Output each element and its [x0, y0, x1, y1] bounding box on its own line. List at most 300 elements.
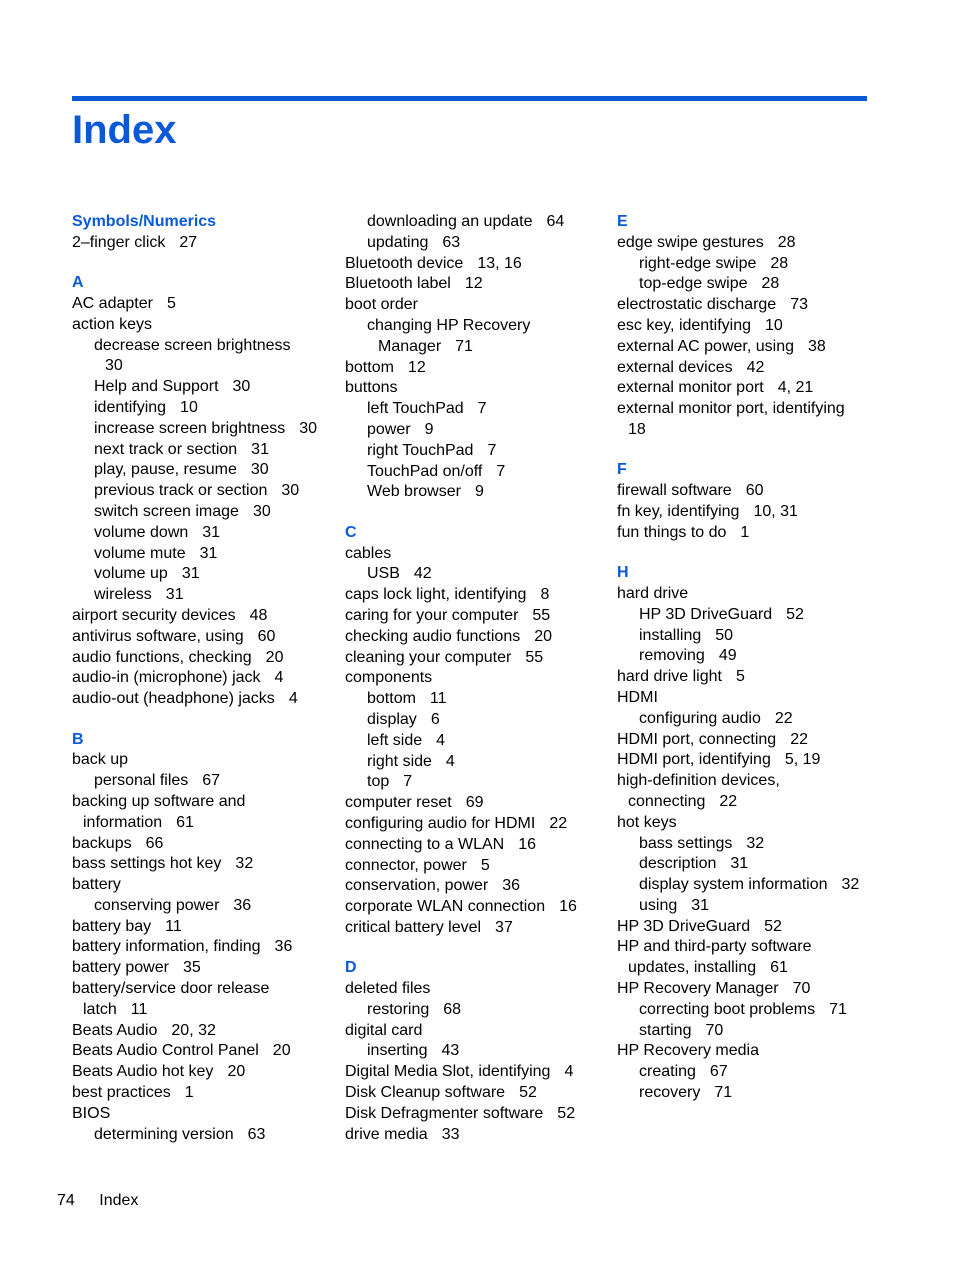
index-page-ref: 36 — [274, 938, 293, 956]
index-page-ref: 52 — [557, 1104, 576, 1122]
index-page-ref: 36 — [502, 877, 520, 895]
index-term: creating — [639, 1063, 696, 1081]
index-page-ref: 22 — [719, 792, 738, 810]
index-entry — [345, 378, 613, 399]
index-entry — [72, 1000, 340, 1021]
index-column-3 — [617, 212, 867, 1104]
index-page-ref: 5, 19 — [784, 751, 821, 769]
index-letter-heading: A — [72, 274, 84, 292]
index-term: Help and Support — [94, 378, 219, 396]
index-page-ref: 5 — [735, 668, 745, 686]
index-entry — [617, 1041, 867, 1062]
index-term: BIOS — [72, 1104, 111, 1122]
index-entry — [345, 1104, 613, 1125]
index-term: changing HP Recovery — [367, 316, 531, 334]
index-entry — [617, 917, 867, 938]
index-subentry — [72, 336, 340, 357]
index-term: audio-out (headphone) jacks — [72, 690, 275, 708]
index-entry — [72, 627, 340, 648]
index-page-ref: 7 — [496, 462, 506, 480]
index-subentry — [345, 337, 613, 358]
index-term: top-edge swipe — [639, 275, 748, 293]
index-page-ref: 70 — [705, 1021, 724, 1039]
title-rule — [72, 96, 867, 101]
index-term: top — [367, 773, 390, 791]
index-subentry — [72, 502, 340, 523]
index-entry — [72, 750, 340, 771]
index-page-ref: 61 — [176, 813, 194, 831]
index-entry — [345, 897, 613, 918]
index-page-ref: 12 — [407, 358, 426, 376]
index-page-ref: 11 — [130, 1000, 148, 1018]
section-gap — [72, 254, 340, 274]
index-page-ref: 31 — [251, 440, 269, 458]
index-subentry — [345, 399, 613, 420]
index-term: HDMI port, identifying — [617, 751, 771, 769]
index-term: volume mute — [94, 544, 186, 562]
index-term: updates, installing — [628, 959, 757, 977]
index-page-ref: 60 — [745, 482, 764, 500]
index-term: left side — [367, 731, 423, 749]
index-page-ref: 63 — [247, 1125, 266, 1143]
index-term: inserting — [367, 1042, 428, 1060]
index-term: determining version — [94, 1125, 234, 1143]
index-term: fn key, identifying — [617, 502, 740, 520]
index-term: cables — [345, 544, 392, 562]
index-term: personal files — [94, 772, 189, 790]
index-term: battery — [72, 876, 121, 894]
index-term: play, pause, resume — [94, 461, 237, 479]
index-page-ref: 63 — [442, 233, 461, 251]
index-subentry — [72, 544, 340, 565]
index-column-1 — [72, 212, 340, 1145]
index-term: increase screen brightness — [94, 419, 286, 437]
index-term: wireless — [94, 586, 152, 604]
index-entry — [72, 233, 340, 254]
index-subentry — [617, 834, 867, 855]
index-page-ref: 71 — [455, 337, 473, 355]
index-term: battery bay — [72, 917, 152, 935]
index-subentry — [72, 398, 340, 419]
index-page-ref: 60 — [257, 627, 276, 645]
index-page-ref: 27 — [179, 233, 198, 251]
index-page-ref: 55 — [525, 648, 544, 666]
index-term: HP Recovery Manager — [617, 980, 779, 998]
index-page-ref: 10 — [180, 398, 198, 416]
index-entry — [345, 254, 613, 275]
index-subentry — [72, 523, 340, 544]
index-page-ref: 22 — [774, 709, 793, 727]
index-entry — [617, 958, 867, 979]
index-page-ref: 42 — [413, 565, 432, 583]
index-page-ref: 31 — [165, 586, 184, 604]
index-entry — [72, 689, 340, 710]
index-entry — [617, 771, 867, 792]
index-term: 2–finger click — [72, 233, 166, 251]
index-subentry — [617, 1062, 867, 1083]
index-page-ref: 10 — [765, 316, 783, 334]
index-term: external devices — [617, 358, 733, 376]
index-entry — [617, 813, 867, 834]
index-term: bass settings hot key — [72, 855, 222, 873]
index-page-ref: 7 — [487, 441, 497, 459]
index-entry — [72, 813, 340, 834]
index-page-ref: 33 — [441, 1125, 460, 1143]
index-term: Bluetooth label — [345, 275, 451, 293]
index-term: conservation, power — [345, 877, 489, 895]
index-page-ref: 20 — [272, 1042, 291, 1060]
page-number: 74 — [57, 1192, 75, 1209]
index-entry — [72, 606, 340, 627]
index-entry — [617, 337, 867, 358]
index-page-ref: 30 — [281, 482, 300, 500]
index-term: latch — [83, 1000, 117, 1018]
index-term: updating — [367, 233, 429, 251]
index-entry — [345, 1062, 613, 1083]
index-subentry — [345, 420, 613, 441]
index-page-ref: 67 — [202, 772, 221, 790]
index-term: action keys — [72, 315, 153, 333]
index-term: Beats Audio — [72, 1021, 158, 1039]
index-subentry — [345, 212, 613, 233]
index-entry — [72, 917, 340, 938]
index-page-ref: 32 — [746, 834, 765, 852]
index-term: backing up software and — [72, 792, 246, 810]
index-page-ref: 20 — [265, 648, 284, 666]
index-entry — [345, 358, 613, 379]
index-term: fun things to do — [617, 523, 727, 541]
index-subentry — [345, 482, 613, 503]
index-entry — [72, 648, 340, 669]
index-page-ref: 36 — [233, 896, 252, 914]
index-term: removing — [639, 647, 705, 665]
index-entry — [617, 792, 867, 813]
index-letter-heading: Symbols/Numerics — [72, 213, 217, 230]
index-term: configuring audio for HDMI — [345, 814, 536, 832]
index-subentry — [72, 356, 340, 377]
index-page-ref: 4, 21 — [777, 379, 814, 397]
index-page-ref: 9 — [474, 483, 484, 501]
index-page-ref: 6 — [430, 710, 440, 728]
index-page-ref: 66 — [145, 834, 164, 852]
index-entry — [617, 481, 867, 502]
index-entry — [345, 918, 613, 939]
index-subentry — [345, 564, 613, 585]
index-entry — [345, 648, 613, 669]
index-term: connecting to a WLAN — [345, 835, 505, 853]
index-page-ref: 31 — [181, 565, 200, 583]
index-subentry — [72, 896, 340, 917]
index-term: external monitor port, identifying — [617, 400, 845, 418]
index-page-ref: 68 — [443, 1000, 462, 1018]
index-page-ref: 31 — [730, 855, 749, 873]
index-page-ref: 5 — [480, 856, 490, 874]
index-term: battery power — [72, 959, 169, 977]
index-subentry — [345, 731, 613, 752]
index-page-ref: 30 — [299, 419, 318, 437]
index-subentry — [617, 254, 867, 275]
index-term: HDMI — [617, 688, 658, 706]
index-term: checking audio functions — [345, 627, 521, 645]
index-entry — [345, 876, 613, 897]
index-term: switch screen image — [94, 502, 239, 520]
index-term: 30 — [105, 357, 123, 375]
index-entry — [72, 1041, 340, 1062]
index-page-ref: 9 — [424, 420, 434, 438]
index-subentry — [345, 752, 613, 773]
index-term: Beats Audio Control Panel — [72, 1042, 259, 1060]
index-term: volume down — [94, 523, 189, 541]
index-subentry — [72, 377, 340, 398]
index-term: configuring audio — [639, 709, 761, 727]
index-entry — [345, 1083, 613, 1104]
index-entry — [72, 854, 340, 875]
index-subentry — [72, 564, 340, 585]
index-page-ref: 16 — [518, 835, 536, 853]
index-page-ref: 22 — [790, 730, 808, 748]
index-term: computer reset — [345, 794, 452, 812]
index-term: hard drive light — [617, 668, 722, 686]
index-term: downloading an update — [367, 213, 533, 230]
index-term: Bluetooth device — [345, 254, 464, 272]
index-term: decrease screen brightness — [94, 336, 291, 354]
index-subentry — [72, 419, 340, 440]
index-page-ref: 4 — [274, 669, 284, 687]
index-entry — [617, 667, 867, 688]
index-entry — [345, 1021, 613, 1042]
index-subentry — [72, 1125, 340, 1146]
index-term: battery information, finding — [72, 938, 261, 956]
index-subentry — [72, 460, 340, 481]
index-entry — [72, 979, 340, 1000]
index-entry — [617, 378, 867, 399]
index-term: recovery — [639, 1084, 701, 1102]
index-entry — [72, 958, 340, 979]
index-page-ref: 1 — [740, 523, 750, 541]
index-term: firewall software — [617, 482, 732, 500]
index-subentry — [345, 316, 613, 337]
index-page-ref: 7 — [403, 773, 413, 791]
index-page-ref: 43 — [441, 1042, 460, 1060]
index-term: back up — [72, 751, 129, 769]
index-subentry — [72, 585, 340, 606]
index-page-ref: 42 — [746, 358, 765, 376]
index-term: HP and third-party software — [617, 938, 812, 956]
index-letter-heading: F — [617, 461, 627, 479]
index-term: previous track or section — [94, 482, 268, 500]
index-entry — [617, 502, 867, 523]
index-entry — [345, 1125, 613, 1146]
index-subentry — [617, 1021, 867, 1042]
index-entry — [345, 274, 613, 295]
index-term: bottom — [345, 358, 394, 376]
section-gap — [617, 441, 867, 461]
index-term: correcting boot problems — [639, 1000, 816, 1018]
index-subentry — [345, 710, 613, 731]
index-page-ref: 52 — [519, 1084, 537, 1102]
index-term: hot keys — [617, 813, 677, 831]
index-entry — [72, 294, 340, 315]
index-entry — [617, 688, 867, 709]
index-page-ref: 20, 32 — [171, 1021, 216, 1039]
index-entry — [72, 1104, 340, 1125]
index-subentry — [345, 689, 613, 710]
index-term: antivirus software, using — [72, 627, 244, 645]
index-page-ref: 64 — [546, 213, 565, 230]
index-page-ref: 28 — [761, 275, 780, 293]
index-entry — [617, 399, 867, 420]
index-page-ref: 11 — [165, 917, 182, 935]
index-page-ref: 48 — [249, 606, 268, 624]
index-page-ref: 55 — [532, 606, 551, 624]
index-page-ref: 7 — [477, 400, 487, 418]
index-entry — [617, 420, 867, 441]
index-page-ref: 4 — [288, 690, 298, 708]
index-letter-heading: B — [72, 730, 84, 748]
index-term: caring for your computer — [345, 606, 519, 624]
index-term: HP Recovery media — [617, 1042, 759, 1060]
index-page-ref: 70 — [792, 980, 811, 998]
index-entry — [72, 1083, 340, 1104]
index-page-ref: 22 — [549, 814, 568, 832]
index-subentry — [617, 896, 867, 917]
index-subentry — [617, 626, 867, 647]
index-term: left TouchPad — [367, 400, 464, 418]
index-term: bass settings — [639, 834, 733, 852]
index-subentry — [345, 441, 613, 462]
index-page-ref: 12 — [464, 275, 483, 293]
index-page-ref: 28 — [770, 254, 789, 272]
index-term: power — [367, 420, 411, 438]
index-term: TouchPad on/off — [367, 462, 483, 480]
index-term: AC adapter — [72, 294, 153, 312]
index-page-ref: 35 — [182, 959, 201, 977]
index-entry — [72, 937, 340, 958]
index-term: audio functions, checking — [72, 648, 252, 666]
index-subentry — [617, 1000, 867, 1021]
index-column-2 — [345, 212, 613, 1145]
index-subentry — [617, 1083, 867, 1104]
index-entry — [345, 627, 613, 648]
index-entry — [345, 814, 613, 835]
index-page-ref: 61 — [770, 959, 788, 977]
index-entry — [617, 750, 867, 771]
index-page-ref: 30 — [232, 378, 251, 396]
index-term: external monitor port — [617, 379, 764, 397]
index-term: HP 3D DriveGuard — [617, 917, 751, 935]
index-page-ref: 31 — [199, 544, 218, 562]
index-entry — [345, 668, 613, 689]
index-subentry — [345, 1000, 613, 1021]
index-entry — [617, 358, 867, 379]
index-page-ref: 16 — [559, 898, 577, 916]
index-page-ref: 73 — [790, 296, 808, 314]
index-term: volume up — [94, 565, 168, 583]
index-term: conserving power — [94, 896, 220, 914]
index-entry — [345, 835, 613, 856]
index-page-ref: 4 — [445, 752, 455, 770]
index-entry — [617, 316, 867, 337]
index-entry — [617, 584, 867, 605]
index-term: Manager — [378, 337, 442, 355]
index-page-ref: 38 — [808, 337, 826, 355]
index-entry — [617, 523, 867, 544]
index-subentry — [617, 875, 867, 896]
index-entry — [345, 856, 613, 877]
index-term: deleted files — [345, 980, 431, 998]
index-page-ref: 28 — [777, 233, 796, 251]
index-page-ref: 32 — [235, 855, 254, 873]
index-page-ref: 71 — [714, 1084, 733, 1102]
index-term: cleaning your computer — [345, 648, 512, 666]
index-entry — [72, 1021, 340, 1042]
index-page-ref: 5 — [166, 294, 176, 312]
index-term: display — [367, 710, 417, 728]
index-entry — [617, 979, 867, 1000]
index-term: electrostatic discharge — [617, 296, 777, 314]
index-page-ref: 52 — [786, 605, 804, 623]
index-term: high-definition devices, — [617, 772, 780, 790]
index-term: right-edge swipe — [639, 254, 757, 272]
index-page-ref: 37 — [495, 918, 513, 936]
index-subentry — [72, 481, 340, 502]
index-entry — [72, 792, 340, 813]
index-term: digital card — [345, 1021, 423, 1039]
index-page-ref: 71 — [829, 1000, 847, 1018]
index-term: connecting — [628, 792, 706, 810]
index-term: bottom — [367, 690, 416, 708]
index-page-ref: 30 — [250, 461, 269, 479]
index-term: components — [345, 669, 433, 687]
page-title: Index — [72, 108, 177, 152]
section-gap — [345, 939, 613, 959]
index-term: Beats Audio hot key — [72, 1063, 214, 1081]
index-entry — [72, 315, 340, 336]
index-page-ref: 8 — [540, 586, 550, 604]
index-term: Disk Cleanup software — [345, 1084, 506, 1102]
index-page-ref: 4 — [564, 1063, 574, 1081]
index-subentry — [617, 709, 867, 730]
index-term: identifying — [94, 398, 167, 416]
index-page-ref: 20 — [227, 1063, 246, 1081]
index-entry — [345, 295, 613, 316]
index-entry — [617, 937, 867, 958]
index-term: esc key, identifying — [617, 316, 751, 334]
index-term: HP 3D DriveGuard — [639, 605, 773, 623]
index-term: connector, power — [345, 856, 467, 874]
index-page-ref: 32 — [841, 876, 860, 894]
section-gap — [72, 710, 340, 730]
index-term: battery/service door release — [72, 980, 270, 998]
index-entry — [72, 875, 340, 896]
index-page-ref: 67 — [709, 1063, 728, 1081]
index-term: drive media — [345, 1125, 428, 1143]
index-term: 18 — [628, 420, 646, 438]
index-subentry — [617, 646, 867, 667]
index-entry — [345, 585, 613, 606]
index-term: next track or section — [94, 440, 238, 458]
index-subentry — [72, 440, 340, 461]
index-entry — [345, 606, 613, 627]
index-subentry — [345, 233, 613, 254]
index-page-ref: 11 — [429, 690, 447, 708]
index-entry — [345, 979, 613, 1000]
footer-label: Index — [99, 1192, 139, 1209]
index-term: backups — [72, 834, 132, 852]
index-term: corporate WLAN connection — [345, 898, 546, 916]
index-term: audio-in (microphone) jack — [72, 669, 261, 687]
index-entry — [345, 793, 613, 814]
